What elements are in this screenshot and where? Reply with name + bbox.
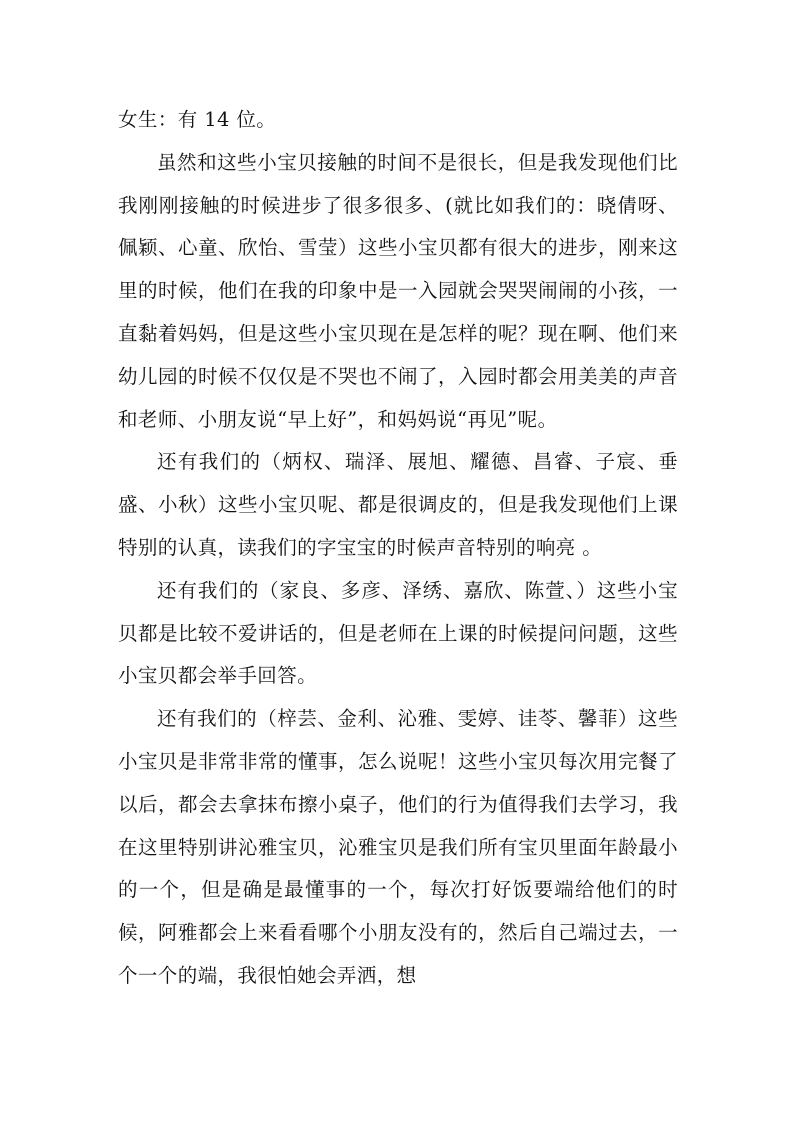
paragraph-sensible-kids: 还有我们的（梓芸、金利、沁雅、雯婷、诖苓、馨菲）这些小宝贝是非常非常的懂事，怎么说呢！这些小宝贝每次用完餐了以后，都会去拿抹布擦小桌子，他们的行为值得我们去学习，我在这里特别讲沁雅宝贝，沁雅宝贝是我们所有宝贝里面年龄最小的一个，但是确是最懂事的一个，每次打好饭要端给他们的时候，阿雅都会上来看看哪个小朋友没有的，然后自己端过去，一个一个的端，我很怕她会弄洒，想: [118, 707, 678, 987]
paragraph-progress: 虽然和这些小宝贝接触的时间不是很长，但是我发现他们比我刚刚接触的时候进步了很多很多、(就比如我们的：晓倩呀、佩颖、心童、欣怡、雪莹）这些小宝贝都有很大的进步，刚来这里的时候，他们在我的印象中是一入园就会哭哭闹闹的小孩，一直黏着妈妈，但是这些小宝贝现在是怎样的呢？现在啊、他们来幼儿园的时候不仅仅是不哭也不闹了，入园时都会用美美的声音和老师、小朋友说“早上好”，和妈妈说“再见”呢。: [118, 150, 678, 431]
paragraph-naughty-kids: 还有我们的（炳权、瑞泽、展旭、耀德、昌睿、子宸、垂盛、小秋）这些小宝贝呢、都是很调皮的，但是我发现他们上课特别的认真，读我们的字宝宝的时候声音特别的响亮 。: [118, 450, 678, 559]
paragraph-girls-count: 女生：有 14 位。: [118, 108, 277, 131]
document-body: [118, 99, 678, 998]
paragraph-quiet-kids: 还有我们的（家良、多彦、泽绣、嘉欣、陈萱、）这些小宝贝都是比较不爱讲话的，但是老师在上课的时候提问问题，这些小宝贝都会举手回答。: [118, 578, 678, 688]
